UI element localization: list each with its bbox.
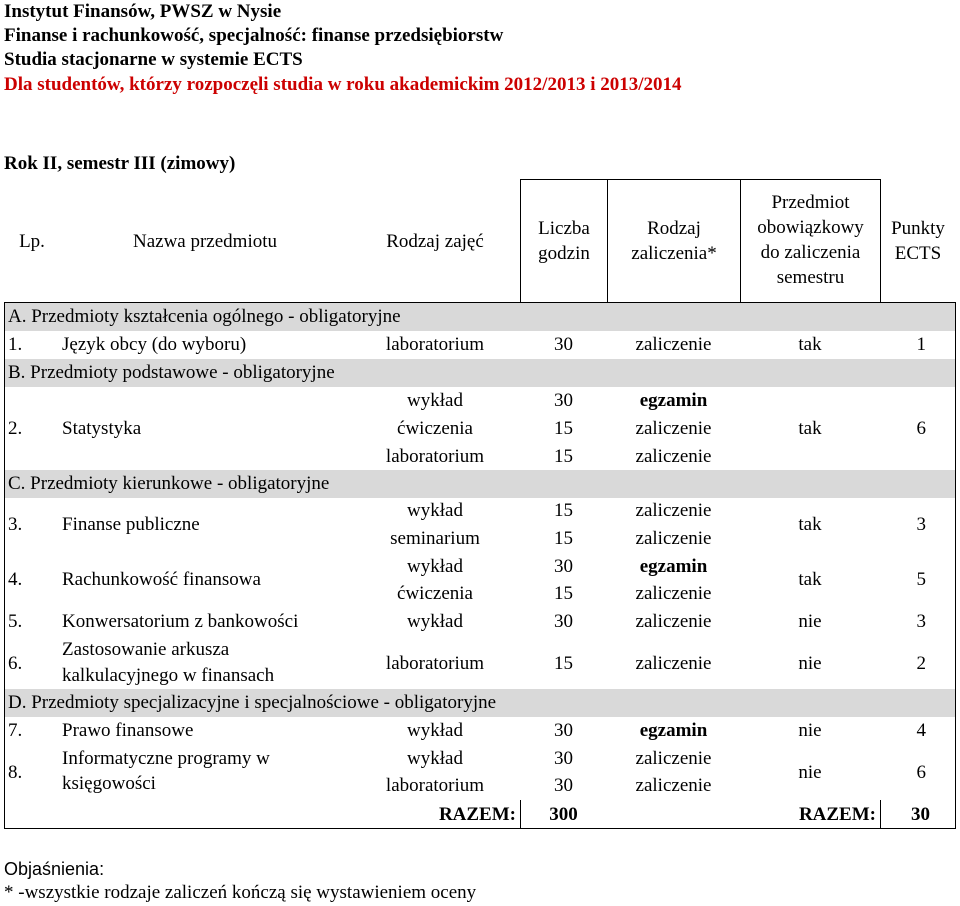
table-border [955,302,956,829]
row-name: Rachunkowość finansowa [62,569,261,590]
row-type: ćwiczenia [397,418,473,439]
row-ects: 3 [916,611,926,632]
row-mandatory: tak [798,418,822,439]
row-ects: 2 [916,653,926,674]
row-type: wykład [407,556,463,577]
row-lp: 2. [8,418,23,439]
section-d-title: D. Przedmioty specjalizacyjne i specjalnościowe - obligatoryjne [8,692,497,713]
row-name-line1: Zastosowanie arkusza [62,639,230,660]
row-mandatory: tak [798,569,822,590]
row-credit: egzamin [639,720,708,741]
section-c-title: C. Przedmioty kierunkowe - obligatoryjne [8,473,330,494]
row-mandatory: nie [798,611,822,632]
program-title: Finanse i rachunkowość, specjalność: finanse przedsiębiorstw [4,25,504,46]
row-credit: zaliczenie [635,500,712,521]
row-name: Statystyka [62,418,142,439]
row-credit: zaliczenie [635,583,712,604]
row-type: ćwiczenia [397,583,473,604]
row-credit: egzamin [639,390,708,411]
row-hours: 15 [554,583,573,604]
row-type: laboratorium [385,446,485,467]
row-mandatory: nie [798,720,822,741]
row-credit: zaliczenie [635,446,712,467]
row-mandatory: tak [798,334,822,355]
row-type: wykład [407,720,463,741]
row-name: Finanse publiczne [62,514,200,535]
row-ects: 6 [916,762,926,783]
header-top-border [520,179,881,180]
row-credit: zaliczenie [635,418,712,439]
row-ects: 3 [916,514,926,535]
row-lp: 4. [8,569,23,590]
section-a-title: A. Przedmioty kształcenia ogólnego - obligatoryjne [8,306,401,327]
students-note: Dla studentów, którzy rozpoczęli studia w roku akademickim 2012/2013 i 2013/2014 [4,74,682,95]
row-hours: 15 [554,528,573,549]
row-credit: zaliczenie [635,775,712,796]
footer-note: * -wszystkie rodzaje zaliczeń kończą się wystawieniem oceny [4,882,477,903]
total-hours-value: 300 [549,804,578,825]
row-ects: 1 [916,334,926,355]
row-lp: 1. [8,334,23,355]
study-mode: Studia stacjonarne w systemie ECTS [4,49,303,70]
row-credit: zaliczenie [635,611,712,632]
row-lp: 6. [8,653,23,674]
row-type: wykład [407,390,463,411]
row-lp: 5. [8,611,23,632]
row-credit: zaliczenie [635,334,712,355]
col-name-header: Nazwa przedmiotu [132,231,278,252]
row-ects: 5 [916,569,926,590]
row-name-line2: kalkulacyjnego w finansach [62,665,275,686]
row-hours: 30 [554,334,573,355]
row-type: laboratorium [385,334,485,355]
row-name: Konwersatorium z bankowości [62,611,299,632]
col-type-header: Rodzaj zajęć [386,231,484,252]
semester-title: Rok II, semestr III (zimowy) [4,153,236,174]
row-hours: 30 [554,390,573,411]
col-hours-header: Liczba godzin [538,218,590,264]
section-b-title: B. Przedmioty podstawowe - obligatoryjne [8,362,335,383]
row-hours: 15 [554,446,573,467]
row-type: wykład [407,748,463,769]
row-hours: 15 [554,500,573,521]
table-border [4,828,956,829]
row-mandatory: nie [798,653,822,674]
row-name-line2: księgowości [62,773,156,794]
footer-title: Objaśnienia: [4,859,105,879]
row-ects: 6 [916,418,926,439]
row-hours: 30 [554,775,573,796]
row-credit: egzamin [639,556,708,577]
row-type: wykład [407,611,463,632]
row-ects: 4 [916,720,926,741]
row-hours: 30 [554,748,573,769]
total-ects-value: 30 [911,804,930,825]
row-credit: zaliczenie [635,528,712,549]
row-name: Prawo finansowe [62,720,194,741]
row-lp: 7. [8,720,23,741]
row-type: laboratorium [385,775,485,796]
row-credit: zaliczenie [635,653,712,674]
table-border [4,302,956,303]
total-hours-label: RAZEM: [438,804,516,825]
row-type: laboratorium [385,653,485,674]
row-hours: 30 [554,720,573,741]
row-hours: 30 [554,611,573,632]
row-type: wykład [407,500,463,521]
row-name: Język obcy (do wyboru) [62,334,247,355]
total-ects-label: RAZEM: [798,804,876,825]
row-mandatory: tak [798,514,822,535]
col-ects-header: Punkty ECTS [891,218,945,264]
institute-title: Instytut Finansów, PWSZ w Nysie [4,1,282,22]
row-hours: 15 [554,653,573,674]
col-lp-header: Lp. [19,231,45,252]
row-credit: zaliczenie [635,748,712,769]
row-hours: 15 [554,418,573,439]
col-mandatory-header: Przedmiot obowiązkowy do zaliczenia semestru [757,192,864,288]
row-lp: 3. [8,514,23,535]
row-name-line1: Informatyczne programy w [62,748,270,769]
row-mandatory: nie [798,762,822,783]
table-border [4,302,5,829]
row-hours: 30 [554,556,573,577]
row-type: seminarium [390,528,480,549]
row-lp: 8. [8,762,23,783]
col-credit-header: Rodzaj zaliczenia* [631,218,717,264]
